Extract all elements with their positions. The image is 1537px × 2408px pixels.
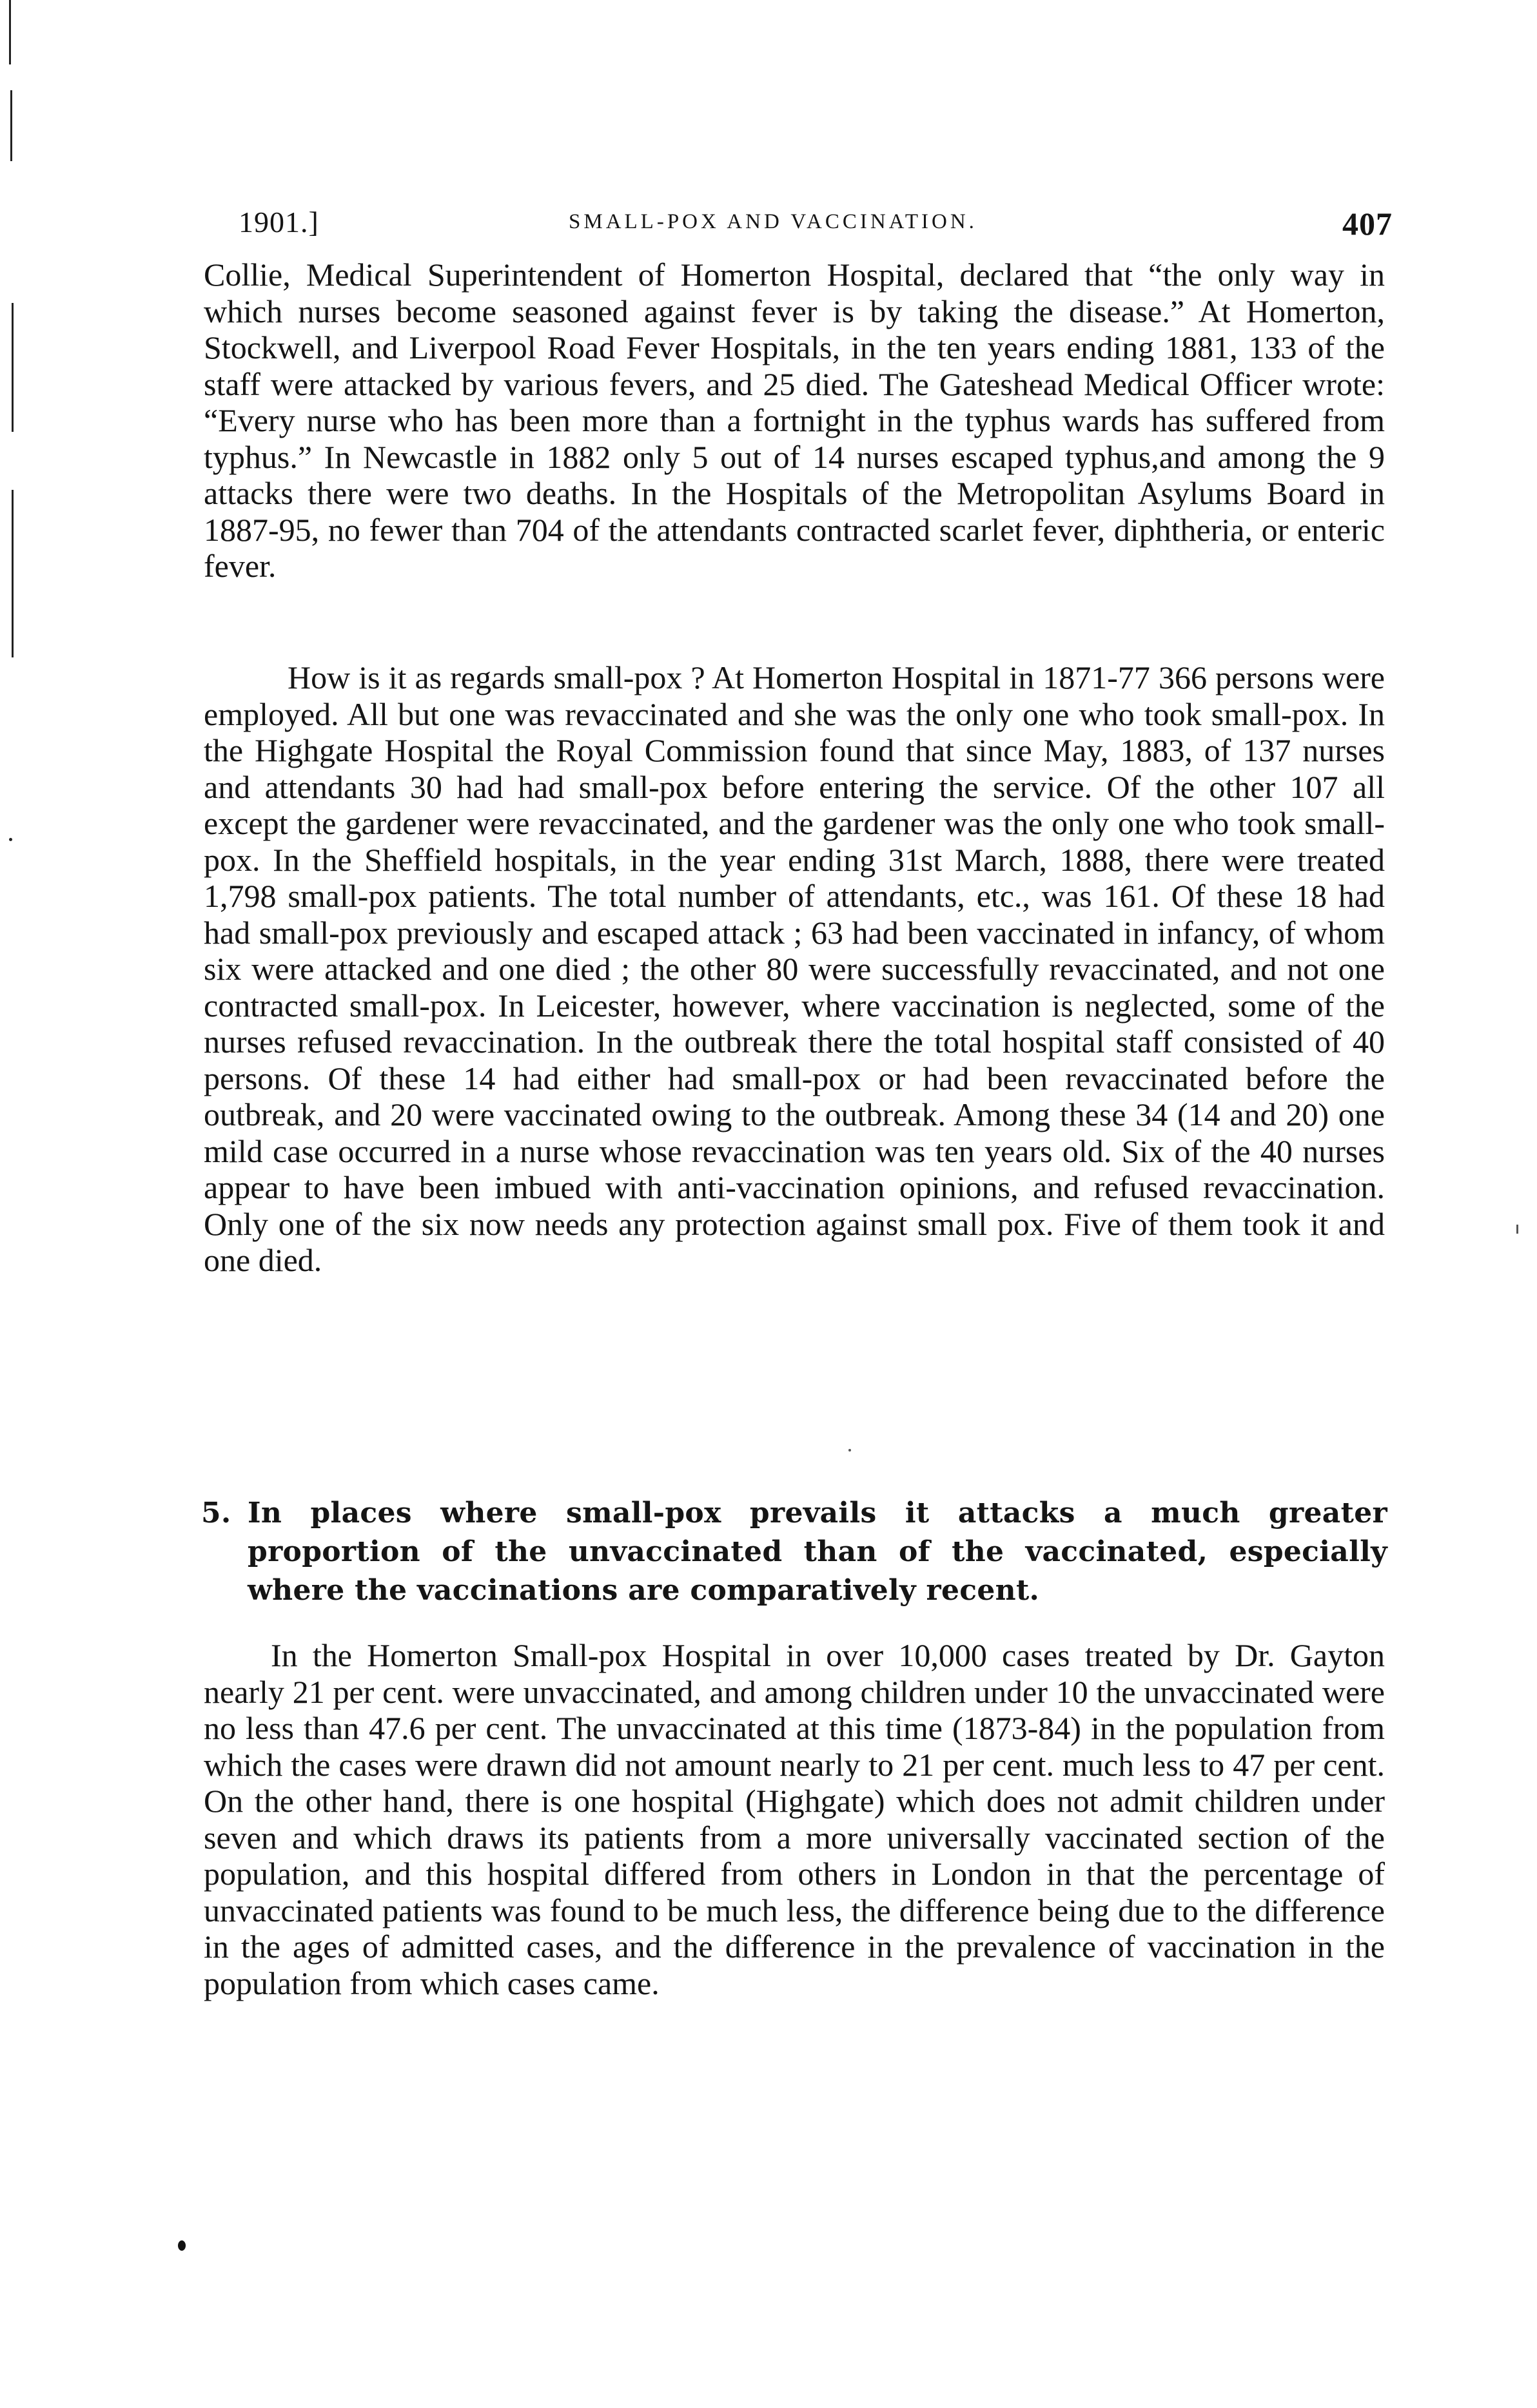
scan-edge-line — [12, 303, 14, 432]
stray-ink-mark — [178, 2240, 186, 2251]
scan-edge-line — [10, 90, 12, 161]
header-year: 1901.] — [239, 206, 319, 238]
header-title: SMALL-POX AND VACCINATION. — [569, 210, 977, 233]
paragraph-homerton-cases: In the Homerton Small-pox Hospital in over 10,000 cases treated by Dr. Gayton nearly 21 per cent. were unvaccinated, and among children under 10 the unvaccinated were no less than 47.6 per cent. The unvaccinated at this time (1873-84) in the population from which the cases were drawn did not amount nearly to 21 per cent. much less to 47 per cent. On the other hand, there is one hospital (Highgate) which does not admit children under seven and which draws its patients from a more universally vaccinated section of the population, and this hospital differed from others in London in that the percentage of unvaccinated patients was found to be much less, the difference being due to the difference in the ages of admitted cases, and the difference in the prevalence of vaccination in the population from which cases came. — [204, 1637, 1385, 2001]
running-header — [239, 205, 1393, 244]
paragraph-small-pox-staff: How is it as regards small-pox ? At Homerton Hospital in 1871-77 366 persons were employed. All but one was revaccinated and she was the only one who took small-pox. In the Highgate Hospital the Royal Commission found that since May, 1883, of 137 nurses and attendants 30 had had small-pox before entering the service. Of the other 107 all except the gardener were revaccinated, and the gardener was the only one who took small-pox. In the Sheffield hospitals, in the year ending 31st March, 1888, there were treated 1,798 small-pox patients. The total number of attendants, etc., was 161. Of these 18 had had small-pox previously and escaped attack ; 63 had been vaccinated in infancy, of whom six were attacked and one died ; the other 80 were successfully revaccinated, and not one contracted small-pox. In Leicester, however, where vaccination is neglected, some of the nurses refused revaccination. In the outbreak there the total hospital staff consisted of 40 persons. Of these 14 had either had small-pox or had been revaccinated before the outbreak, and 20 were vaccinated owing to the outbreak. Among these 34 (14 and 20) one mild case occurred in a nurse whose revaccination was ten years old. Six of the 40 nurses appear to have been imbued with anti-vaccination opinions, and refused revaccination. Only one of the six now needs any protection against small pox. Five of them took it and one died. — [204, 659, 1385, 1278]
page-number: 407 — [1342, 206, 1393, 242]
margin-ink-mark — [1516, 1225, 1518, 1234]
section-heading-text: In places where small-pox prevails it attacks a much greater proportion of the unvaccinated than of the vaccinated, especially where the vaccinations are comparatively recent. — [248, 1497, 1387, 1607]
scan-edge-line — [9, 0, 11, 64]
section-number: 5. — [201, 1497, 231, 1529]
margin-ink-mark — [848, 1449, 851, 1452]
section-heading — [201, 1494, 1387, 1610]
paragraph-collie: Collie, Medical Superintendent of Homerton Hospital, declared that “the only way in which nurses become seasoned against fever is by taking the disease.” At Homerton, Stockwell, and Liverpool Road Fever Hospitals, in the ten years ending 1881, 133 of the staff were attacked by various fevers, and 25 died. The Gateshead Medical Officer wrote: “Every nurse who has been more than a fortnight in the typhus wards has suffered from typhus.” In Newcastle in 1882 only 5 out of 14 nurses escaped typhus,and among the 9 attacks there were two deaths. In the Hospitals of the Metropolitan Asylums Board in 1887-95, no fewer than 704 of the attendants contracted scarlet fever, diphtheria, or enteric fever. — [204, 257, 1385, 584]
scan-edge-line — [12, 490, 14, 657]
scan-edge-dot — [9, 838, 12, 841]
